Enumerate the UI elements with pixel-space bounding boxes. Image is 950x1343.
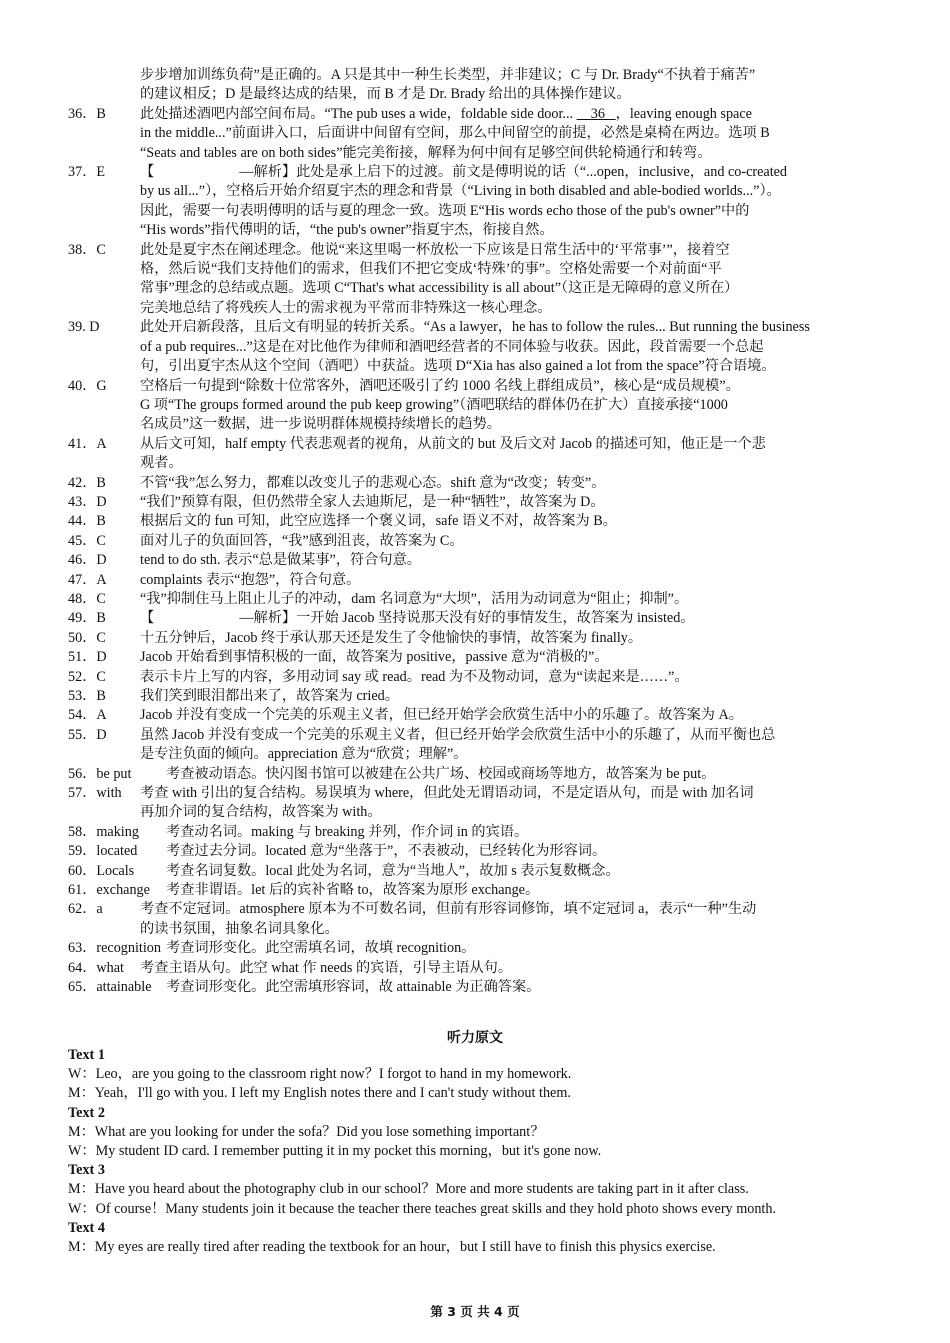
explanation-line: 考查过去分词。located 意为“坐落于”，不表被动，已经转化为形容词。 [166,843,607,860]
explanation-line: “我”抑制住马上阻止儿子的冲动，dam 名词意为“大坝”，活用为动词意为“阻止；抑制”。 [140,590,689,607]
intro-line: 的建议相反；D 是最终达成的结果，而 B 才是 Dr. Brady 给出的具体操作建议。 [140,86,631,103]
explanation-line: 空格后一句提到“除数十位常客外，酒吧还吸引了约 1000 名线上群组成员”，核心是“成员规模”。 [140,377,740,394]
answer-item [68,900,888,939]
answer-item [68,435,888,474]
answer-number: 60．Locals [68,862,135,879]
answer-number: 56．be put [68,765,132,782]
answer-number: 59．located [68,843,138,860]
answer-number: 41．A [68,435,107,452]
answer-item [68,512,888,531]
blank-number: 36 [590,105,605,122]
answer-number: 45．C [68,532,106,549]
explanation-line: 考查 with 引出的复合结构。易误填为 where，但此处无谓语动词，不是定语从句，而是 with 加名词 [140,785,754,802]
text-label: Text 3 [68,1162,105,1179]
dialogue-line: M：Have you heard about the photography club in our school？More and more students are taking part in it after class. [68,1181,749,1198]
answer-number: 62．a [68,901,103,918]
answer-item [68,862,888,881]
answer-item-36 [68,105,888,163]
explanation-line: 从后文可知，half empty 代表悲观者的视角，从前文的 but 及后文对 Jacob 的描述可知，他正是一个悲 [140,435,766,452]
explanation-line: 是专注负面的倾向。appreciation 意为“欣赏；理解”。 [140,746,468,763]
explanation-line: 考查主语从句。此空 what 作 needs 的宾语，引导主语从句。 [140,959,513,976]
explanation-line: 此处是夏宇杰在阐述理念。他说“来这里喝一杯放松一下应该是日常生活中的‘平常事’”，接着空 [140,241,730,258]
explanation-line: 考查不定冠词。atmosphere 原本为不可数名词，但前有形容词修饰，填不定冠词 a，表示“一种”生动 [140,901,757,918]
answer-item [68,318,888,376]
answer-item [68,765,888,784]
answer-item [68,939,888,958]
answer-number: 47．A [68,571,107,588]
text-label: Text 4 [68,1219,105,1236]
explanation-line: G 项“The groups formed around the pub keep growing”（酒吧联结的群体仍在扩大）直接承接“1000 [140,396,728,413]
explanation-line: 此处开启新段落，且后文有明显的转折关系。“As a lawyer，he has to follow the rules... But running the business [140,319,810,336]
explanation-line: 考查动名词。making 与 breaking 并列，作介词 in 的宾语。 [166,823,529,840]
explanation-line: “Seats and tables are on both sides”能完美衔接，解释为何中间有足够空间供轮椅通行和转弯。 [140,144,712,161]
answer-number: 40．G [68,377,107,394]
answer-item [68,163,888,241]
explanation-line: 格，然后说“我们支持他们的需求，但我们不把它变成‘特殊’的事”。空格处需要一个对前面“平 [140,261,722,278]
explanation-line: tend to do sth. 表示“总是做某事”，符合句意。 [140,552,421,569]
answer-number: 50．C [68,629,106,646]
answer-number: 44．B [68,513,106,530]
explanation-line: “我们”预算有限，但仍然带全家人去迪斯尼，是一种“牺牲”，故答案为 D。 [140,493,605,510]
explanation-line: 名成员”这一数据，进一步说明群体规模持续增长的趋势。 [140,416,501,433]
explanation-line: 十五分钟后，Jacob 终于承认那天还是发生了令他愉快的事情，故答案为 finally。 [140,629,643,646]
explanation-line: 的读书氛围，抽象名词具象化。 [140,920,339,937]
answer-item [68,668,888,687]
answer-item [68,784,888,823]
explanation-line: 完美地总结了将残疾人士的需求视为平常而非特殊这一核心理念。 [140,299,552,316]
answer-explanations [68,66,888,998]
answer-number: 49．B [68,610,106,627]
explanation-line: 常事”理念的总结或点题。选项 C“That's what accessibility is all about”（这正是无障碍的意义所在） [140,280,739,297]
answer-item [68,726,888,765]
explanation-line: complaints 表示“抱怨”，符合句意。 [140,571,361,588]
answer-item [68,687,888,706]
listening-transcript [68,1046,908,1257]
explanation-line: 【 —解析】一开始 Jacob 坚持说那天没有好的事情发生，故答案为 insisted。 [140,610,695,627]
explanation-line: 表示卡片上写的内容，多用动词 say 或 read。read 为不及物动词，意为“读起来是……”。 [140,668,689,685]
explanation-line: 考查词形变化。此空需填形容词，故 attainable 为正确答案。 [166,979,541,996]
answer-number: 63．recognition [68,940,161,957]
dialogue-line: W：My student ID card. I remember putting it in my pocket this morning，but it's gone now. [68,1143,602,1160]
answer-number: 65．attainable [68,979,152,996]
dialogue-line: M：My eyes are really tired after reading the textbook for an hour，but I still have to finish this physics exercise. [68,1239,716,1256]
answer-number: 58．making [68,823,139,840]
explanation-line: 不管“我”怎么努力，都难以改变儿子的悲观心态。shift 意为“改变；转变”。 [140,474,606,491]
answer-number: 61．exchange [68,882,150,899]
answer-number: 53．B [68,688,106,704]
answer-number: 42．B [68,474,106,491]
answer-number: 43．D [68,493,107,510]
answer-item [68,629,888,648]
explanation-line: “His words”指代傅明的话，“the pub's owner”指夏宇杰，衔接自然。 [140,222,554,239]
answer-item [68,648,888,667]
explanation-line: of a pub requires...”这是在对比他作为律师和酒吧经营者的不同体验与收获。因此，段首需要一个总起 [140,338,764,355]
answer-item [68,241,888,319]
answer-item [68,959,888,978]
answer-number: 48．C [68,590,106,607]
answer-item [68,978,888,997]
answer-item [68,706,888,725]
text-label: Text 2 [68,1104,105,1121]
listening-section-title: 听力原文 [447,1030,503,1046]
explanation-line: Jacob 并没有变成一个完美的乐观主义者，但已经开始学会欣赏生活中小的乐趣了。故答案为 A。 [140,707,743,724]
answer-item [68,571,888,590]
text-label: Text 1 [68,1047,105,1063]
answer-item [68,609,888,628]
answer-number: 51．D [68,649,107,666]
explanation-line: 【 —解析】此处是承上启下的过渡。前文是傅明说的话（“...open，inclusive，and co-created [140,164,788,181]
dialogue-line: W：Leo，are you going to the classroom right now？I forgot to hand in my homework. [68,1066,572,1083]
answer-item [68,474,888,493]
answer-item [68,551,888,570]
dialogue-line: M：Yeah，I'll go with you. I left my English notes there and I can't study without them. [68,1085,571,1102]
answer-number: 39. D [68,319,100,336]
answer-item [68,881,888,900]
answer-item [68,377,888,435]
explanation-line: 面对儿子的负面回答，“我”感到沮丧，故答案为 C。 [140,532,464,549]
answer-number: 64．what [68,959,124,976]
explanation-line: 考查名词复数。local 此处为名词，意为“当地人”，故加 s 表示复数概念。 [166,862,620,879]
explanation-line: in the middle...”前面讲入口，后面讲中间留有空间，那么中间留空的前提，必然是桌椅在两边。选项 B [140,125,770,142]
explanation-line: 因此，需要一句表明傅明的话与夏的理念一致。选项 E“His words echo those of the pub's owner”中的 [140,202,750,219]
dialogue-line: M：What are you looking for under the sofa？Did you lose something important？ [68,1123,545,1140]
explanation-line: Jacob 开始看到事情积极的一面，故答案为 positive，passive 意为“消极的”。 [140,649,609,666]
explanation-line: 考查被动语态。快闪图书馆可以被建在公共广场、校园或商场等地方，故答案为 be put。 [166,765,716,782]
answer-number: 52．C [68,668,106,685]
explanation-line: 观者。 [140,455,183,472]
answer-number: 36．B [68,105,106,122]
answer-number: 46．D [68,552,107,569]
explanation-line: 考查词形变化。此空需填名词，故填 recognition。 [166,940,476,957]
answer-item [68,823,888,842]
answer-number: 54．A [68,707,107,724]
answer-item [68,842,888,861]
answer-number: 55．D [68,726,107,743]
explanation-line: by us all...”），空格后开始介绍夏宇杰的理念和背景（“Living in both disabled and able-bodied worlds...”）。 [140,183,781,200]
dialogue-line: W：Of course！Many students join it because the teacher there teaches great skills and they hold photo shows every month. [68,1200,776,1217]
page-footer: 第 3 页 共 4 页 [430,1304,520,1319]
answer-item [68,532,888,551]
explanation-line: 我们笑到眼泪都出来了，故答案为 cried。 [140,688,399,704]
explanation-line: 句，引出夏宇杰从这个空间（酒吧）中获益。选项 D“Xia has also gained a lot from the space”符合语境。 [140,358,776,375]
explanation-line: 考查非谓语。let 后的宾补省略 to，故答案为原形 exchange。 [166,882,540,899]
explanation-line: 根据后文的 fun 可知，此空应选择一个褒义词，safe 语义不对，故答案为 B。 [140,513,617,530]
explanation-line: 再加介词的复合结构，故答案为 with。 [140,804,382,821]
explanation-line: 此处描述酒吧内部空间布局。“The pub uses a wide，foldable side door... 36 ，leaving enough space [140,105,752,122]
answer-item [68,590,888,609]
answer-number: 37．E [68,164,106,181]
answer-item [68,493,888,512]
answer-number: 57．with [68,785,122,802]
intro-line: 步步增加训练负荷”是正确的。A 只是其中一种生长类型，并非建议；C 与 Dr. Brady“不执着于痛苦” [140,67,756,83]
explanation-line: 虽然 Jacob 并没有变成一个完美的乐观主义者，但已经开始学会欣赏生活中小的乐趣了，从而平衡也总 [140,726,776,743]
answer-number: 38．C [68,241,106,258]
